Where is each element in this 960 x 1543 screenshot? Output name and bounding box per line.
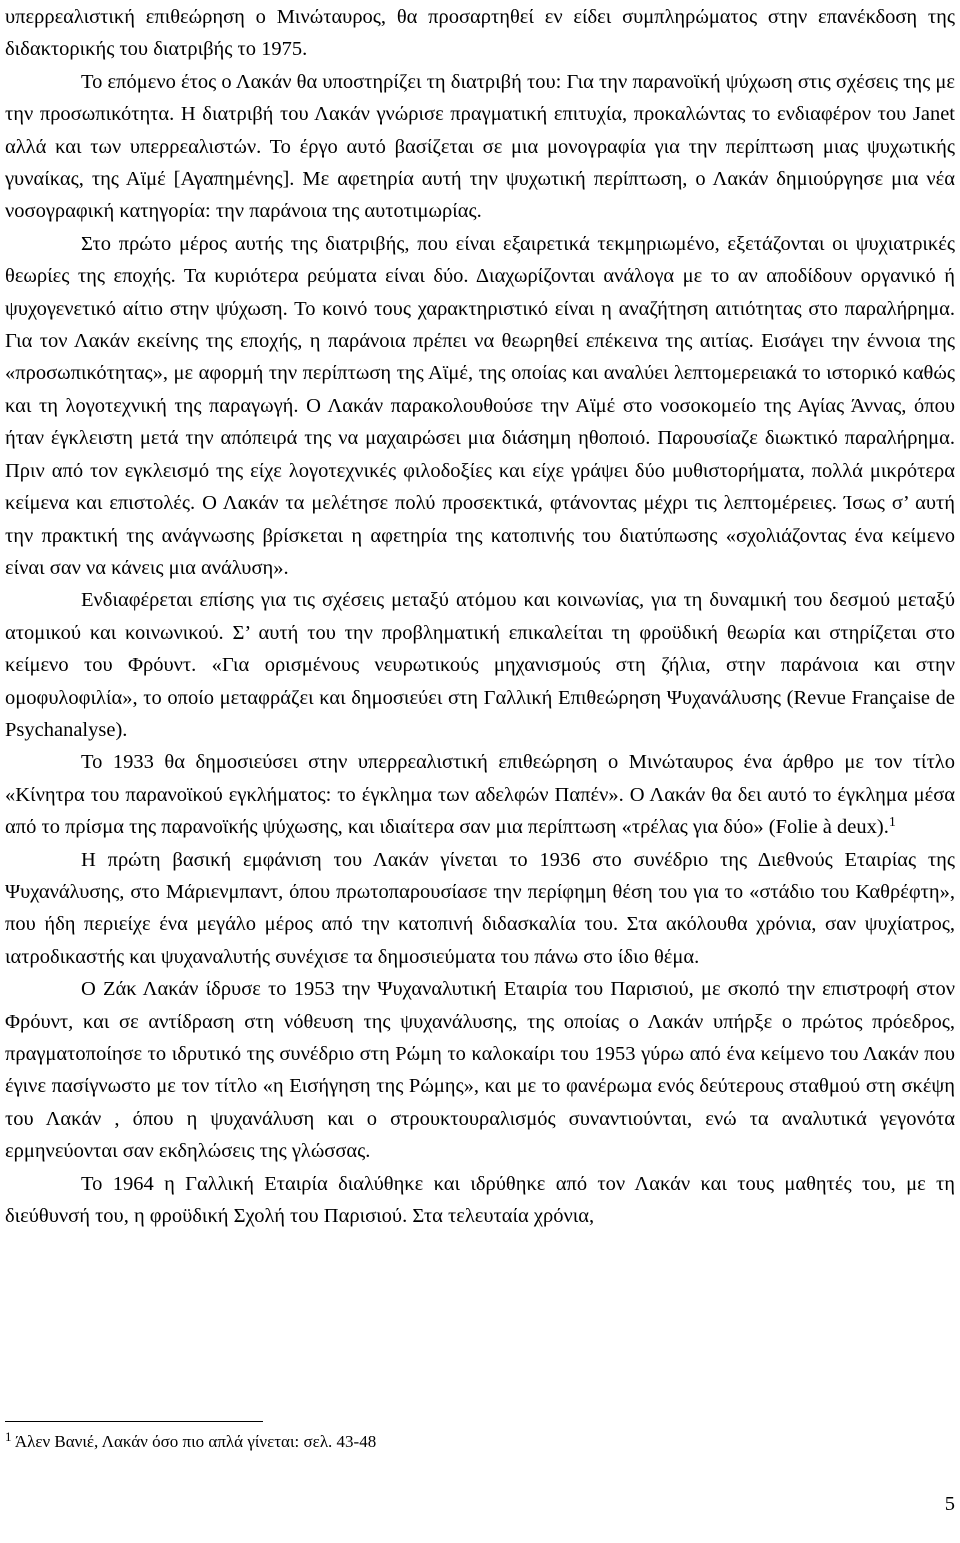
footnote-separator xyxy=(5,1421,263,1422)
footnote-number: 1 xyxy=(5,1429,12,1444)
paragraph-text: Η πρώτη βασική εμφάνιση του Λακάν γίνεται το 1936 στο συνέδριο της Διεθνούς Εταιρίας της Ψυχανάλυσης, στο Μάριενμπαντ, όπου πρωτοπαρουσίασε την περίφημη θέση του για το «στάδιο του Καθρέφτη», που ήδη περιείχε ένα μεγάλο μέρος από την κατοπινή διδασκαλία του. Στα ακόλουθα χρόνια, σαν ψυχίατρος, ιατροδικαστής και ψυχαναλυτής συνέχισε τα δημοσιεύματα του πάνω στο ίδιο θέμα. xyxy=(5,848,955,968)
paragraph-3 xyxy=(5,228,955,584)
paragraph-text: Το επόμενο έτος ο Λακάν θα υποστηρίζει τη διατριβή του: Για την παρανοϊκή ψύχωση στις σχέσεις της με την προσωπικότητα. Η διατριβή του Λακάν γνώρισε πραγματική επιτυχία, προκαλώντας το ενδιαφέρον του Janet αλλά και των υπερρεαλιστών. Το έργο αυτό βασίζεται σε μια μονογραφία για την περίπτωση μιας ψυχωτικής γυναίκας, της Αϊμέ [Αγαπημένης]. Με αφετηρία αυτή την ψυχωτική περίπτωση, ο Λακάν δημιούργησε μια νέα νοσογραφική κατηγορία: την παράνοια της αυτοτιμωρίας. xyxy=(5,70,955,223)
footnote-text: Άλεν Βανιέ, Λακάν όσο πιο απλά γίνεται: σελ. 43-48 xyxy=(14,1432,377,1451)
paragraph-8 xyxy=(5,1168,955,1233)
paragraph-text: Το 1964 η Γαλλική Εταιρία διαλύθηκε και ιδρύθηκε από τον Λακάν και τους μαθητές του, με τη διεύθυνσή του, η φροϋδική Σχολή του Παρισιού. Στα τελευταία χρόνια, xyxy=(5,1172,955,1228)
paragraph-6 xyxy=(5,844,955,974)
document-page xyxy=(5,0,955,1232)
body-text xyxy=(5,0,955,1232)
paragraph-7 xyxy=(5,973,955,1167)
paragraph-1 xyxy=(5,1,955,66)
paragraph-text: Το 1933 θα δημοσιεύσει στην υπερρεαλιστική επιθεώρηση ο Μινώταυρος ένα άρθρο με τον τίτλο «Κίνητρα του παρανοϊκού εγκλήματος: το έγκλημα των αδελφών Παπέν». Ο Λακάν θα δει αυτό το έγκλημα μέσα από το πρίσμα της παρανοϊκής ψύχωσης, και ιδιαίτερα σαν μια περίπτωση «τρέλας για δύο» (Folie à deux). xyxy=(5,751,955,839)
paragraph-text: Στο πρώτο μέρος αυτής της διατριβής, που είναι εξαιρετικά τεκμηριωμένο, εξετάζονται οι ψυχιατρικές θεωρίες της εποχής. Τα κυριότερα ρεύματα είναι δύο. Διαχωρίζονται ανάλογα με το αν αποδίδουν οργανικό ή ψυχογενετικό αίτιο στην ψύχωση. Το κοινό τους χαρακτηριστικό είναι η αναζήτηση αιτιότητας στο παραλήρημα. Για τον Λακάν εκείνης της εποχής, η παράνοια πρέπει να θεωρηθεί επέκεινα της αιτίας. Εισάγει την έννοια της «προσωπικότητας», με αφορμή την περίπτωση της Αϊμέ, της οποίας και αναλύει λεπτομερειακά το ιστορικό καθώς και τη λογοτεχνική της παραγωγή. Ο Λακάν παρακολουθούσε την Αϊμέ στο νοσοκομείο της Αγίας Άννας, όπου ήταν έγκλειστη μετά την απόπειρά της να μαχαιρώσει μια διάσημη ηθοποιό. Παρουσίαζε διωκτικό παραλήρημα. Πριν από τον εγκλεισμό της είχε λογοτεχνικές φιλοδοξίες και είχε γράψει δύο μυθιστορήματα, πολλά μικρότερα κείμενα και επιστολές. Ο Λακάν τα μελέτησε πολύ προσεκτικά, φτάνοντας μέχρι τις λεπτομέρειες. Ίσως σ’ αυτή την πρακτική της ανάγνωσης βρίσκεται η αφετηρία της κατοπινής του διατύπωσης «σχολιάζοντας ένα κείμενο είναι σαν να κάνεις μια ανάλυση». xyxy=(5,232,955,579)
paragraph-text: υπερρεαλιστική επιθεώρηση ο Μινώταυρος, θα προσαρτηθεί εν είδει συμπληρώματος στην επανέκδοση της διδακτορικής του διατριβής το 1975. xyxy=(5,6,955,61)
paragraph-4 xyxy=(5,584,955,746)
paragraph-2 xyxy=(5,66,955,228)
footnote xyxy=(5,1430,376,1454)
footnote-reference[interactable]: 1 xyxy=(888,815,896,831)
page-number: 5 xyxy=(944,1493,955,1515)
paragraph-text: Ο Ζάκ Λακάν ίδρυσε το 1953 την Ψυχαναλυτική Εταιρία του Παρισιού, με σκοπό την επιστροφή στον Φρόυντ, και σε αντίδραση στη νόθευση της ψυχανάλυσης, της οποίας ο Λακάν υπήρξε ο πρώτος πρόεδρος, πραγματοποίησε το ιδρυτικό της συνέδριο στη Ρώμη το καλοκαίρι του 1953 γύρω από ένα κείμενο του Λακάν που έγινε πασίγνωστο με τον τίτλο «η Εισήγηση της Ρώμης», και με το φανέρωμα ενός δεύτερους σταθμού στη σκέψη του Λακάν , όπου η ψυχανάλυση και ο στρουκτουραλισμός συναντιούνται, ενώ τα αναλυτικά γεγονότα ερμηνεύονται σαν εκδηλώσεις της γλώσσας. xyxy=(5,978,955,1163)
paragraph-5 xyxy=(5,746,955,843)
paragraph-text: Ενδιαφέρεται επίσης για τις σχέσεις μεταξύ ατόμου και κοινωνίας, για τη δυναμική του δεσμού μεταξύ ατομικού και κοινωνικού. Σ’ αυτή του την προβληματική επικαλείται τη φροϋδική θεωρία και στηρίζεται στο κείμενο του Φρόυντ. «Για ορισμένους νευρωτικούς μηχανισμούς στη ζήλια, στην παράνοια και στην ομοφυλοφιλία», το οποίο μεταφράζει και δημοσιεύει στη Γαλλική Επιθεώρηση Ψυχανάλυσης (Revue Française de Psychanalyse). xyxy=(5,589,955,741)
